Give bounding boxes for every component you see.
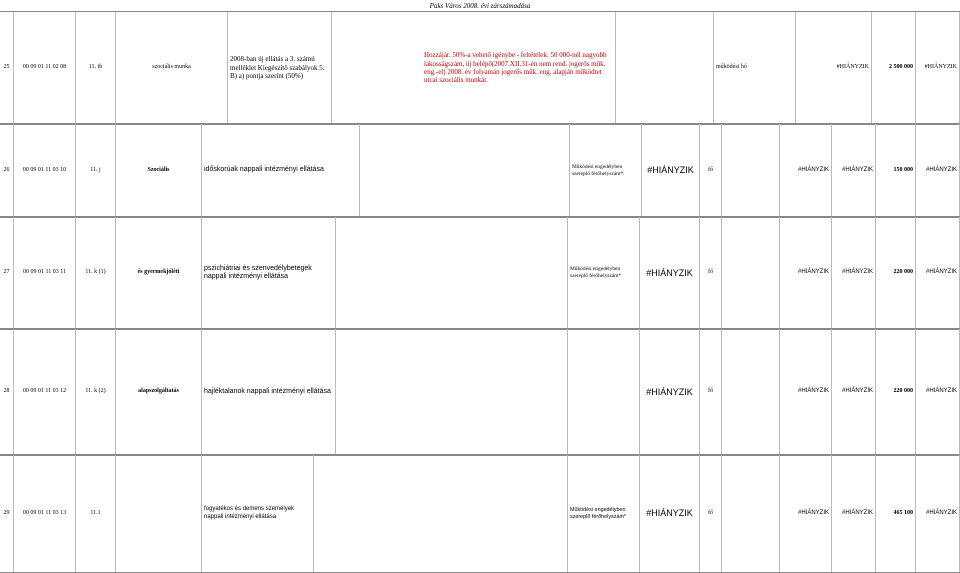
row-amount: 150 000	[876, 124, 916, 217]
row-section: 11.1	[76, 455, 116, 572]
row-number: 29	[0, 455, 14, 572]
row-category: és gyermekjóléti	[116, 217, 202, 329]
table-row	[0, 216, 960, 330]
row-basis: pszichiátriai és szenvedélybetegek nappali intézményi ellátása	[202, 217, 336, 329]
row-hianyzik-2: #HIÁNYZIK	[780, 217, 832, 329]
row-hianyzik-3: #HIÁNYZIK	[832, 329, 876, 455]
row-hianyzik-1: #HIÁNYZIK	[640, 455, 700, 572]
row-amount: 220 000	[876, 329, 916, 455]
row-unit: fő	[700, 455, 722, 572]
row-unit: fő	[700, 329, 722, 455]
table-row	[0, 328, 960, 456]
row-hianyzik-3: #HIÁNYZIK	[832, 124, 876, 217]
row-amount: 2 500 000	[872, 12, 916, 124]
row-hianyzik-2: #HIÁNYZIK	[780, 455, 832, 572]
row-unit-note	[616, 12, 714, 124]
row-section: 11. k (1)	[76, 217, 116, 329]
row-hianyzik-1: #HIÁNYZIK	[640, 217, 700, 329]
row-basis: időskorúak nappali intézményi ellátása	[202, 124, 360, 217]
row-side-note	[722, 217, 780, 329]
row-unit-note: Működési engedélyben szereplő férőhelyszám*	[568, 217, 640, 329]
row-hianyzik-total: #HIÁNYZIK	[916, 455, 960, 572]
row-category: Szociális	[116, 124, 202, 217]
row-condition	[314, 455, 568, 572]
row-hianyzik-3: #HIÁNYZIK	[832, 217, 876, 329]
row-unit-note: Működési engedélyben szereplő férőhelyszám*	[568, 455, 640, 572]
row-amount: 465 100	[876, 455, 916, 572]
row-unit: fő	[700, 217, 722, 329]
row-number: 27	[0, 217, 14, 329]
row-section: 11. j	[76, 124, 116, 217]
row-number: 25	[0, 12, 14, 124]
row-hianyzik-total: #HIÁNYZIK	[916, 217, 960, 329]
row-condition: Hozzájár. 50%-a vehető igénybe - feltételek: 50 000-nél nagyobb lakosságszám, új belépő(2007.XII.31-én nem rend. jogerős műk. eng.-el) 2008. év folyamán jogerős műk. eng. alapján működtet utcai szociális munkát.	[332, 12, 616, 124]
row-category: szociális munka	[116, 12, 228, 124]
row-hianyzik-2: #HIÁNYZIK	[780, 329, 832, 455]
row-hianyzik-total: #HIÁNYZIK	[916, 329, 960, 455]
row-side-note	[722, 124, 780, 217]
row-hianyzik-3: #HIÁNYZIK	[832, 455, 876, 572]
row-unit-label: működési hó	[714, 12, 796, 124]
row-hianyzik-1: #HIÁNYZIK	[642, 124, 700, 217]
row-code: 00 09 01 11 03 13	[14, 455, 76, 572]
row-hianyzik-1: #HIÁNYZIK	[640, 329, 700, 455]
row-hianyzik: #HIÁNYZIK	[796, 12, 872, 124]
row-number: 28	[0, 329, 14, 455]
row-category	[116, 455, 202, 572]
row-hianyzik-total: #HIÁNYZIK	[916, 12, 960, 124]
row-section: 11. k (2)	[76, 329, 116, 455]
row-condition	[336, 217, 568, 329]
row-side-note	[722, 329, 780, 455]
row-category: alapszolgáltatás	[116, 329, 202, 455]
table-row	[0, 11, 960, 125]
row-basis: fogyatékos és demens személyek nappali intézményi ellátása	[202, 455, 314, 572]
row-code: 00 09 01 11 02 08	[14, 12, 76, 124]
row-basis: hajléktalanok nappali intézményi ellátása	[202, 329, 336, 455]
row-section: 11. ib	[76, 12, 116, 124]
row-unit-note: Működési engedélyben szereplő férőhelyszám*:	[570, 124, 642, 217]
row-code: 00 09 01 11 03 12	[14, 329, 76, 455]
row-unit-note	[568, 329, 640, 455]
row-number: 26	[0, 124, 14, 217]
data-table	[0, 11, 960, 571]
row-condition	[360, 124, 570, 217]
row-amount: 220 000	[876, 217, 916, 329]
row-side-note	[722, 455, 780, 572]
row-hianyzik-2: #HIÁNYZIK	[780, 124, 832, 217]
row-condition	[336, 329, 568, 455]
table-row	[0, 454, 960, 573]
row-basis: 2008-ban új ellátás a 3. számú melléklet Kiegészítő szabályok 5. B) a) pontja szerint (50%)	[228, 12, 332, 124]
table-row	[0, 123, 960, 218]
page-header: Paks Város 2008. évi zárszámadása	[429, 2, 531, 10]
row-code: 00 09 01 11 03 11	[14, 217, 76, 329]
row-hianyzik-total: #HIÁNYZIK	[916, 124, 960, 217]
row-unit: fő	[700, 124, 722, 217]
row-code: 00 09 01 11 03 10	[14, 124, 76, 217]
